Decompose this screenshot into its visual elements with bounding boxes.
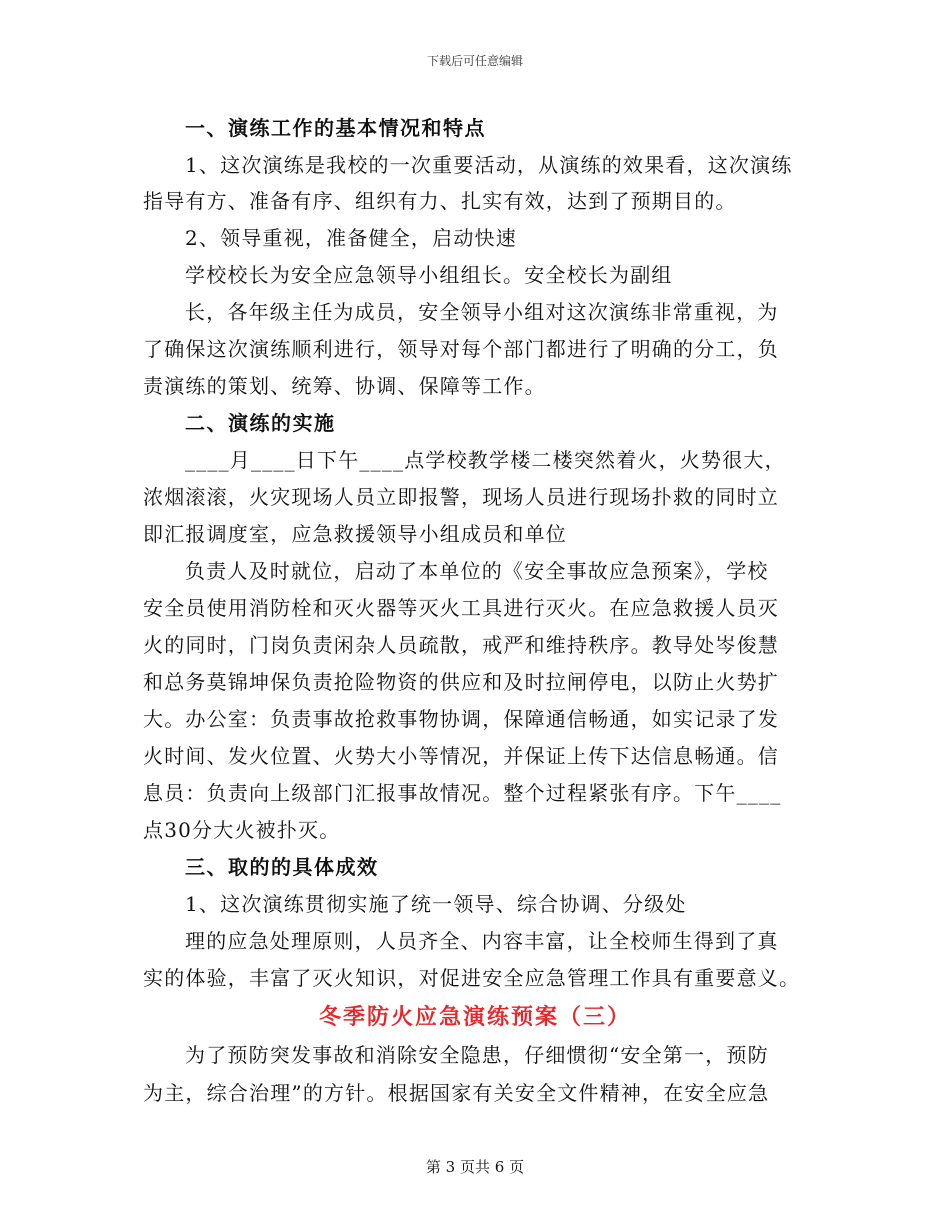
section-heading-1: 一、演练工作的基本情况和特点 xyxy=(185,116,486,140)
paragraph-line: 浓烟滚滚，火灾现场人员立即报警，现场人员进行现场扑救的同时立 xyxy=(143,485,779,509)
subheading-line: 2、领导重视，准备健全，启动快速 xyxy=(185,226,517,250)
paragraph-line: 负责人及时就位，启动了本单位的《安全事故应急预案》，学校 xyxy=(185,559,769,583)
paragraph-line: 指导有方、准备有序、组织有力、扎实有效，达到了预期目的。 xyxy=(143,189,737,213)
paragraph-line: 责演练的策划、统筹、协调、保障等工作。 xyxy=(143,374,546,398)
paragraph-line: 即汇报调度室，应急救援领导小组成员和单位 xyxy=(143,522,567,546)
paragraph-line: 安全员使用消防栓和灭火器等灭火工具进行灭火。在应急救援人员灭 xyxy=(143,596,779,620)
paragraph-line: 为了预防突发事故和消除安全隐患，仔细惯彻“安全第一，预防 xyxy=(185,1043,769,1067)
paragraph-line: 火时间、发火位置、火势大小等情况，并保证上传下达信息畅通。信 xyxy=(143,744,779,768)
paragraph-line: 学校校长为安全应急领导小组组长。安全校长为副组 xyxy=(185,263,673,287)
section-title: 冬季防火应急演练预案（三） xyxy=(318,1005,631,1030)
paragraph-line: 了确保这次演练顺利进行，领导对每个部门都进行了明确的分工，负 xyxy=(143,337,779,361)
paragraph-line: 息员：负责向上级部门汇报事故情况。整个过程紧张有序。下午____ xyxy=(143,781,782,805)
paragraph-line: 和总务莫锦坤保负责抢险物资的供应和及时拉闸停电，以防止火势扩 xyxy=(143,670,779,694)
page-number-footer: 第 3 页共 6 页 xyxy=(425,1158,525,1176)
section-heading-3: 三、取的的具体成效 xyxy=(185,855,379,879)
paragraph-line: 理的应急处理原则，人员齐全、内容丰富，让全校师生得到了真 xyxy=(185,929,779,953)
paragraph-line: 点30分大火被扑灭。 xyxy=(143,818,341,842)
paragraph-line: 1、这次演练是我校的一次重要活动，从演练的效果看，这次演练 xyxy=(185,153,793,177)
section-heading-2: 二、演练的实施 xyxy=(185,411,336,435)
page-header-note: 下载后可任意编辑 xyxy=(426,54,523,68)
paragraph-line: 实的体验，丰富了灭火知识，对促进安全应急管理工作具有重要意义。 xyxy=(143,966,801,990)
paragraph-line: 大。办公室：负责事故抢救事物协调，保障通信畅通，如实记录了发 xyxy=(143,707,779,731)
paragraph-line: ____月____日下午____点学校教学楼二楼突然着火，火势很大， xyxy=(185,448,786,472)
paragraph-line: 火的同时，门岗负责闲杂人员疏散，戒严和维持秩序。教导处岑俊慧 xyxy=(143,633,779,657)
paragraph-line: 长，各年级主任为成员，安全领导小组对这次演练非常重视，为 xyxy=(185,300,779,324)
paragraph-line: 为主，综合治理”的方针。根据国家有关安全文件精神，在安全应急 xyxy=(143,1081,770,1105)
paragraph-line: 1、这次演练贯彻实施了统一领导、综合协调、分级处 xyxy=(185,892,687,916)
